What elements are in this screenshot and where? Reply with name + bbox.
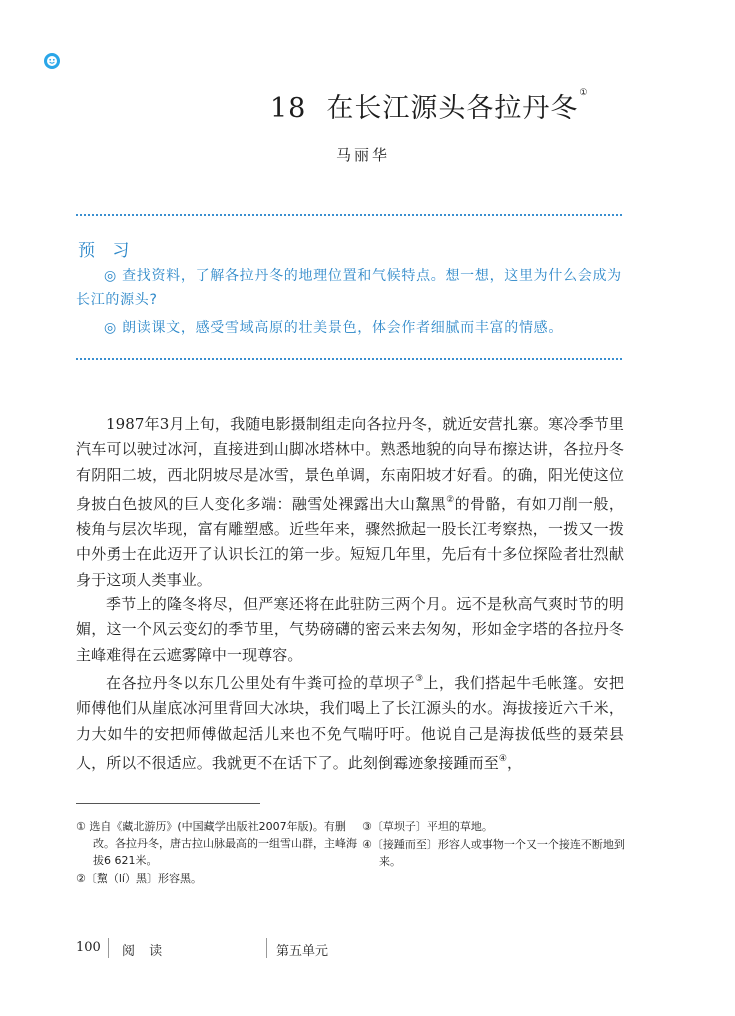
paragraph-text: 的骨骼，有如刀削一般，棱角与层次毕现，富有雕塑感。近些年来，骤然掀起一股长江考察热，一拨又一拨中外勇士在此迈开了认识长江的第一步。短短几年里，先后有十多位探险者壮烈献身于这项人类事业。	[76, 494, 625, 589]
author-name: 马丽华	[336, 146, 391, 164]
body-paragraph-3	[76, 667, 624, 776]
footnote-mark-4[interactable]: ④	[498, 753, 507, 764]
footer-unit-label: 第五单元	[276, 944, 329, 959]
paragraph-text: 在各拉丹冬以东几公里处有牛粪可捡的草坝子	[106, 674, 415, 692]
page-number: 100	[76, 940, 101, 955]
footer-section-label: 阅 读	[122, 944, 168, 959]
footnote-mark-3[interactable]: ③	[414, 674, 424, 684]
footer-separator	[108, 938, 109, 958]
paragraph-text: 1987年3月上旬，我随电影摄制组走向各拉丹冬，就近安营扎寨。寒冷季节里汽车可以驶过冰河，直接进到山脚冰塔林中。熟悉地貌的向导布擦达讲，各拉丹冬有阴阳二坡，西北阴坡尽是冰雪，景色单调，东南阳坡才好看。的确，阳光使这位身披白色披风的巨人变化多端：融雪处裸露出大山黧黑	[76, 415, 624, 513]
preview-item-1: ◎ 查找资料，了解各拉丹冬的地理位置和气候特点。想一想，这里为什么会成为长江的源头?	[76, 268, 622, 308]
preview-bottom-divider	[76, 358, 622, 360]
paragraph-text: 季节上的隆冬将尽，但严寒还将在此驻防三两个月。远不是秋高气爽时节的明媚，这一个风云变幻的季节里，气势磅礴的密云来去匆匆，形如金字塔的各拉丹冬主峰难得在云遮雾障中一现尊容。	[76, 595, 624, 664]
paragraph-text: 上，我们搭起牛毛帐篷。安把师傅他们从崖底冰河里背回大冰块，我们喝上了长江源头的水。海拔接近六千米，力大如牛的安把师傅做起活儿来也不免气喘吁吁。他说自己是海拔低些的聂荣县人，所以不很适应。我就更不在话下了。此刻倒霉迹象接踵而至	[76, 674, 624, 772]
footnote-3: ③〔草坝子〕平坦的草地。	[362, 820, 493, 833]
footnote-4: ④〔接踵而至〕形容人或事物一个又一个接连不断地到来。	[362, 838, 625, 868]
footnote-rule	[76, 803, 260, 804]
lesson-number: 18	[270, 93, 307, 124]
lesson-title	[270, 86, 588, 125]
footnote-2: ②〔黧（lí）黑〕形容黑。	[76, 872, 202, 885]
title-footnote-mark[interactable]: ①	[579, 88, 589, 98]
footer-separator	[266, 938, 267, 958]
body-paragraph-1	[76, 412, 624, 593]
lesson-title-text: 在长江源头各拉丹冬	[326, 93, 579, 124]
footnote-mark-2[interactable]: ②	[446, 494, 455, 505]
paragraph-text: ，	[506, 753, 523, 772]
smiley-icon	[44, 53, 60, 69]
preview-top-divider	[76, 214, 622, 216]
preview-heading: 预 习	[78, 241, 136, 261]
footnote-1: ① 选自《藏北游历》(中国藏学出版社2007年版)。有删改。各拉丹冬，唐古拉山脉最高的一组雪山群，主峰海拔6 621米。	[76, 820, 357, 867]
body-paragraph-2	[76, 592, 624, 668]
preview-item-2: ◎ 朗读课文，感受雪域高原的壮美景色，体会作者细腻而丰富的情感。	[104, 320, 564, 336]
